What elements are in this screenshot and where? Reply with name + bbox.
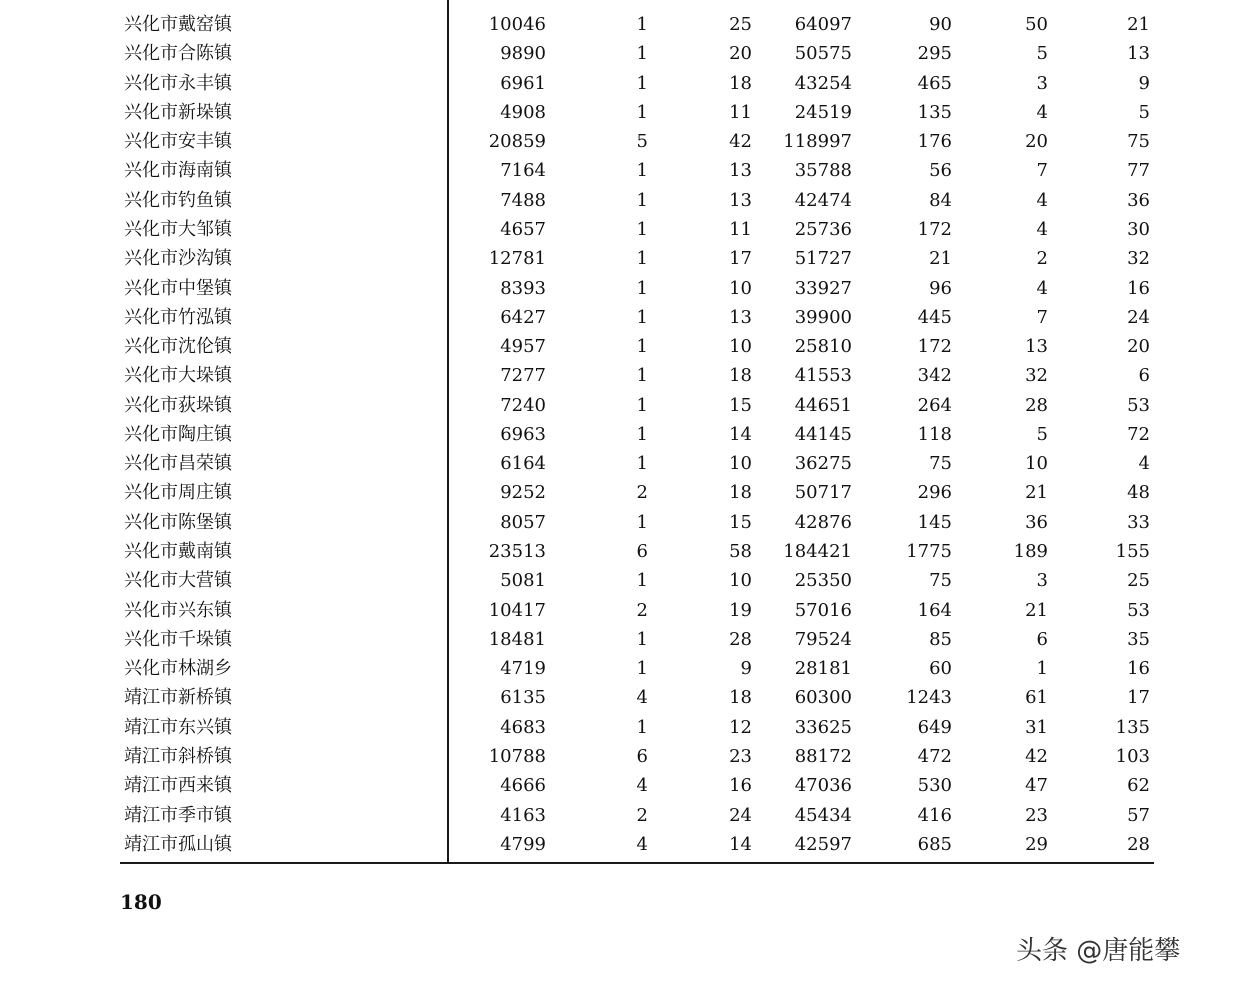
- row-value: 31: [1025, 716, 1048, 738]
- row-value: 96: [929, 277, 952, 299]
- row-value: 9: [740, 658, 752, 680]
- row-value: 172: [917, 336, 952, 358]
- table-row: [0, 69, 1241, 98]
- table-row: [0, 332, 1241, 361]
- row-value: 25: [1127, 570, 1150, 592]
- row-value: 9890: [500, 43, 546, 65]
- row-value: 10046: [488, 14, 546, 35]
- row-value: 25810: [794, 336, 852, 358]
- row-value: 18: [729, 687, 752, 709]
- row-value: 47036: [794, 775, 852, 797]
- row-value: 295: [917, 43, 952, 65]
- row-value: 118997: [783, 131, 852, 153]
- row-value: 4666: [500, 775, 546, 797]
- row-value: 61: [1025, 687, 1048, 709]
- row-value: 8057: [500, 511, 546, 533]
- row-value: 75: [929, 570, 952, 592]
- row-value: 42597: [794, 833, 852, 855]
- table-row: [0, 215, 1241, 244]
- row-value: 19: [729, 599, 752, 621]
- row-value: 1: [636, 336, 648, 358]
- row-value: 1: [636, 453, 648, 475]
- table-row: [0, 39, 1241, 68]
- table-row: [0, 771, 1241, 800]
- table-row: [0, 391, 1241, 420]
- row-value: 36: [1025, 511, 1048, 533]
- row-value: 39900: [794, 306, 852, 328]
- table-row: [0, 274, 1241, 303]
- row-value: 1: [636, 628, 648, 650]
- row-town-name: 兴化市周庄镇: [124, 482, 232, 504]
- row-value: 13: [1025, 336, 1048, 358]
- row-value: 10788: [488, 746, 546, 767]
- row-value: 29: [1025, 833, 1048, 855]
- row-value: 24: [729, 804, 752, 826]
- row-value: 649: [917, 716, 952, 738]
- row-value: 15: [729, 394, 752, 416]
- row-value: 75: [929, 453, 952, 475]
- row-value: 5: [636, 131, 648, 153]
- row-value: 6135: [500, 687, 546, 709]
- row-value: 7: [1036, 306, 1048, 328]
- row-town-name: 兴化市大垛镇: [124, 365, 232, 387]
- row-value: 135: [1115, 716, 1150, 738]
- row-value: 14: [729, 423, 752, 445]
- row-value: 1: [1036, 658, 1048, 680]
- row-value: 20: [1127, 336, 1150, 358]
- row-value: 10: [1025, 453, 1048, 475]
- row-value: 3: [1036, 570, 1048, 592]
- row-value: 32: [1025, 365, 1048, 387]
- row-value: 7488: [500, 189, 546, 211]
- row-value: 8393: [500, 277, 546, 299]
- row-value: 1: [636, 658, 648, 680]
- table-row: [0, 566, 1241, 595]
- row-value: 42876: [794, 511, 852, 533]
- table-row: [0, 361, 1241, 390]
- row-town-name: 兴化市陈堡镇: [124, 511, 232, 533]
- row-value: 64097: [794, 14, 852, 35]
- row-town-name: 靖江市季市镇: [124, 804, 232, 826]
- row-town-name: 兴化市大邹镇: [124, 218, 232, 240]
- row-town-name: 兴化市荻垛镇: [124, 394, 232, 416]
- row-town-name: 兴化市千垛镇: [124, 628, 232, 650]
- row-value: 60300: [794, 687, 852, 709]
- row-value: 9: [1138, 72, 1150, 94]
- row-value: 36: [1127, 189, 1150, 211]
- row-value: 4799: [500, 833, 546, 855]
- row-value: 1: [636, 189, 648, 211]
- row-value: 5: [1036, 423, 1048, 445]
- table-row: [0, 98, 1241, 127]
- row-value: 16: [1127, 658, 1150, 680]
- row-town-name: 兴化市沈伦镇: [124, 336, 232, 358]
- row-value: 24: [1127, 306, 1150, 328]
- row-value: 18: [729, 365, 752, 387]
- row-value: 20: [1025, 131, 1048, 153]
- row-value: 4719: [500, 658, 546, 680]
- row-value: 13: [729, 189, 752, 211]
- row-value: 50575: [794, 43, 852, 65]
- row-value: 3: [1036, 72, 1048, 94]
- table-row: [0, 654, 1241, 683]
- row-value: 2: [636, 804, 648, 826]
- row-value: 75: [1127, 131, 1150, 153]
- row-value: 1243: [906, 687, 952, 709]
- row-value: 6: [1138, 365, 1150, 387]
- page-number: 180: [120, 890, 162, 914]
- row-value: 1: [636, 511, 648, 533]
- row-value: 21: [1025, 482, 1048, 504]
- row-value: 43254: [794, 72, 852, 94]
- row-value: 118: [917, 423, 952, 445]
- row-town-name: 兴化市钓鱼镇: [124, 189, 232, 211]
- row-value: 1: [636, 72, 648, 94]
- row-value: 60: [929, 658, 952, 680]
- table-row: [0, 625, 1241, 654]
- row-value: 56: [929, 160, 952, 182]
- row-town-name: 靖江市孤山镇: [124, 833, 232, 855]
- row-value: 42474: [794, 189, 852, 211]
- row-value: 4: [1138, 453, 1150, 475]
- row-value: 33625: [794, 716, 852, 738]
- table-row: [0, 156, 1241, 185]
- row-value: 1: [636, 306, 648, 328]
- row-town-name: 靖江市西来镇: [124, 775, 232, 797]
- row-value: 62: [1127, 775, 1150, 797]
- row-value: 28: [1025, 394, 1048, 416]
- row-town-name: 兴化市新垛镇: [124, 101, 232, 123]
- table-row: [0, 508, 1241, 537]
- row-town-name: 靖江市东兴镇: [124, 716, 232, 738]
- row-value: 14: [729, 833, 752, 855]
- row-value: 176: [917, 131, 952, 153]
- row-value: 51727: [794, 248, 852, 270]
- table-row: [0, 303, 1241, 332]
- row-town-name: 兴化市永丰镇: [124, 72, 232, 94]
- table-row: [0, 830, 1241, 859]
- table-bottom-rule: [120, 862, 1154, 864]
- row-value: 13: [1127, 43, 1150, 65]
- row-town-name: 兴化市昌荣镇: [124, 453, 232, 475]
- row-value: 9252: [500, 482, 546, 504]
- row-value: 48: [1127, 482, 1150, 504]
- row-town-name: 靖江市斜桥镇: [124, 746, 232, 767]
- row-value: 5: [1138, 101, 1150, 123]
- row-value: 10: [729, 336, 752, 358]
- row-value: 18: [729, 72, 752, 94]
- row-value: 44145: [794, 423, 852, 445]
- table-row: [0, 420, 1241, 449]
- row-value: 1: [636, 394, 648, 416]
- row-town-name: 兴化市中堡镇: [124, 277, 232, 299]
- watermark: 头条 @唐能攀: [1016, 936, 1181, 966]
- row-value: 58: [729, 541, 752, 563]
- row-value: 28181: [794, 658, 852, 680]
- row-value: 10: [729, 570, 752, 592]
- table-row: [0, 10, 1241, 39]
- row-value: 6: [636, 746, 648, 767]
- row-value: 1: [636, 716, 648, 738]
- row-value: 4957: [500, 336, 546, 358]
- row-value: 7164: [500, 160, 546, 182]
- row-value: 15: [729, 511, 752, 533]
- row-value: 172: [917, 218, 952, 240]
- row-value: 12781: [488, 248, 546, 270]
- row-value: 4163: [500, 804, 546, 826]
- row-value: 42: [729, 131, 752, 153]
- row-value: 4908: [500, 101, 546, 123]
- table-row: [0, 186, 1241, 215]
- row-value: 472: [917, 746, 952, 767]
- row-value: 465: [917, 72, 952, 94]
- row-town-name: 兴化市陶庄镇: [124, 423, 232, 445]
- row-value: 12: [729, 716, 752, 738]
- row-value: 18: [729, 482, 752, 504]
- row-value: 28: [729, 628, 752, 650]
- row-value: 85: [929, 628, 952, 650]
- row-value: 164: [917, 599, 952, 621]
- row-value: 20: [729, 43, 752, 65]
- row-value: 23: [1025, 804, 1048, 826]
- row-value: 4: [1036, 277, 1048, 299]
- row-value: 44651: [794, 394, 852, 416]
- row-value: 6961: [500, 72, 546, 94]
- row-value: 342: [917, 365, 952, 387]
- row-value: 4657: [500, 218, 546, 240]
- row-value: 41553: [794, 365, 852, 387]
- row-value: 35788: [794, 160, 852, 182]
- row-value: 7240: [500, 394, 546, 416]
- row-value: 17: [1127, 687, 1150, 709]
- row-value: 445: [917, 306, 952, 328]
- row-value: 23513: [488, 541, 546, 563]
- row-value: 2: [1036, 248, 1048, 270]
- row-value: 72: [1127, 423, 1150, 445]
- row-town-name: 兴化市竹泓镇: [124, 306, 232, 328]
- row-value: 4683: [500, 716, 546, 738]
- row-value: 6963: [500, 423, 546, 445]
- row-value: 77: [1127, 160, 1150, 182]
- row-value: 25350: [794, 570, 852, 592]
- row-value: 1: [636, 101, 648, 123]
- row-value: 84: [929, 189, 952, 211]
- row-value: 42: [1025, 746, 1048, 767]
- row-value: 90: [929, 14, 952, 35]
- row-value: 11: [729, 101, 752, 123]
- row-value: 16: [1127, 277, 1150, 299]
- row-value: 1: [636, 160, 648, 182]
- row-value: 1: [636, 423, 648, 445]
- row-value: 16: [729, 775, 752, 797]
- row-value: 4: [1036, 189, 1048, 211]
- row-value: 4: [636, 775, 648, 797]
- row-value: 23: [729, 746, 752, 767]
- row-value: 1: [636, 43, 648, 65]
- row-value: 145: [917, 511, 952, 533]
- row-value: 2: [636, 599, 648, 621]
- table-row: [0, 449, 1241, 478]
- row-value: 50: [1025, 14, 1048, 35]
- row-value: 7: [1036, 160, 1048, 182]
- row-value: 47: [1025, 775, 1048, 797]
- row-value: 25736: [794, 218, 852, 240]
- row-value: 32: [1127, 248, 1150, 270]
- row-town-name: 兴化市兴东镇: [124, 599, 232, 621]
- row-value: 35: [1127, 628, 1150, 650]
- table-row: [0, 244, 1241, 273]
- row-town-name: 兴化市合陈镇: [124, 43, 232, 65]
- row-value: 18481: [488, 628, 546, 650]
- table-row: [0, 801, 1241, 830]
- row-value: 1: [636, 365, 648, 387]
- row-value: 1775: [906, 541, 952, 563]
- row-value: 17: [729, 248, 752, 270]
- row-value: 10: [729, 453, 752, 475]
- row-town-name: 兴化市大营镇: [124, 570, 232, 592]
- row-value: 28: [1127, 833, 1150, 855]
- row-town-name: 兴化市林湖乡: [124, 658, 232, 680]
- table-row: [0, 742, 1241, 771]
- row-value: 45434: [794, 804, 852, 826]
- row-value: 6: [636, 541, 648, 563]
- row-value: 1: [636, 14, 648, 35]
- row-value: 6: [1036, 628, 1048, 650]
- row-value: 30: [1127, 218, 1150, 240]
- row-value: 1: [636, 248, 648, 270]
- row-value: 5081: [500, 570, 546, 592]
- row-value: 1: [636, 277, 648, 299]
- row-value: 33: [1127, 511, 1150, 533]
- row-value: 189: [1013, 541, 1048, 563]
- row-value: 135: [917, 101, 952, 123]
- row-value: 264: [917, 394, 952, 416]
- row-value: 36275: [794, 453, 852, 475]
- table-row: [0, 478, 1241, 507]
- row-value: 155: [1115, 541, 1150, 563]
- row-value: 7277: [500, 365, 546, 387]
- row-value: 10: [729, 277, 752, 299]
- row-town-name: 兴化市戴南镇: [124, 541, 232, 563]
- row-value: 13: [729, 160, 752, 182]
- table-row: [0, 683, 1241, 712]
- row-town-name: 靖江市新桥镇: [124, 687, 232, 709]
- row-value: 21: [929, 248, 952, 270]
- row-value: 53: [1127, 599, 1150, 621]
- row-value: 296: [917, 482, 952, 504]
- row-value: 13: [729, 306, 752, 328]
- table-row: [0, 127, 1241, 156]
- row-value: 20859: [488, 131, 546, 153]
- row-value: 57016: [794, 599, 852, 621]
- row-value: 184421: [783, 541, 852, 563]
- row-value: 5: [1036, 43, 1048, 65]
- row-value: 79524: [794, 628, 852, 650]
- row-value: 21: [1025, 599, 1048, 621]
- row-value: 53: [1127, 394, 1150, 416]
- row-value: 25: [729, 14, 752, 35]
- table-row: [0, 596, 1241, 625]
- row-value: 1: [636, 218, 648, 240]
- row-value: 685: [917, 833, 952, 855]
- row-value: 1: [636, 570, 648, 592]
- row-value: 6164: [500, 453, 546, 475]
- row-value: 50717: [794, 482, 852, 504]
- row-value: 33927: [794, 277, 852, 299]
- row-value: 530: [917, 775, 952, 797]
- row-town-name: 兴化市海南镇: [124, 160, 232, 182]
- row-value: 57: [1127, 804, 1150, 826]
- row-value: 10417: [488, 599, 546, 621]
- row-value: 4: [636, 687, 648, 709]
- row-town-name: 兴化市安丰镇: [124, 131, 232, 153]
- row-value: 4: [1036, 101, 1048, 123]
- row-town-name: 兴化市沙沟镇: [124, 248, 232, 270]
- row-value: 4: [636, 833, 648, 855]
- row-value: 4: [1036, 218, 1048, 240]
- row-value: 11: [729, 218, 752, 240]
- row-value: 88172: [794, 746, 852, 767]
- row-value: 6427: [500, 306, 546, 328]
- table-row: [0, 537, 1241, 566]
- row-value: 24519: [794, 101, 852, 123]
- row-town-name: 兴化市戴窑镇: [124, 14, 232, 35]
- row-value: 21: [1127, 14, 1150, 35]
- table-row: [0, 713, 1241, 742]
- row-value: 2: [636, 482, 648, 504]
- row-value: 103: [1115, 746, 1150, 767]
- row-value: 416: [917, 804, 952, 826]
